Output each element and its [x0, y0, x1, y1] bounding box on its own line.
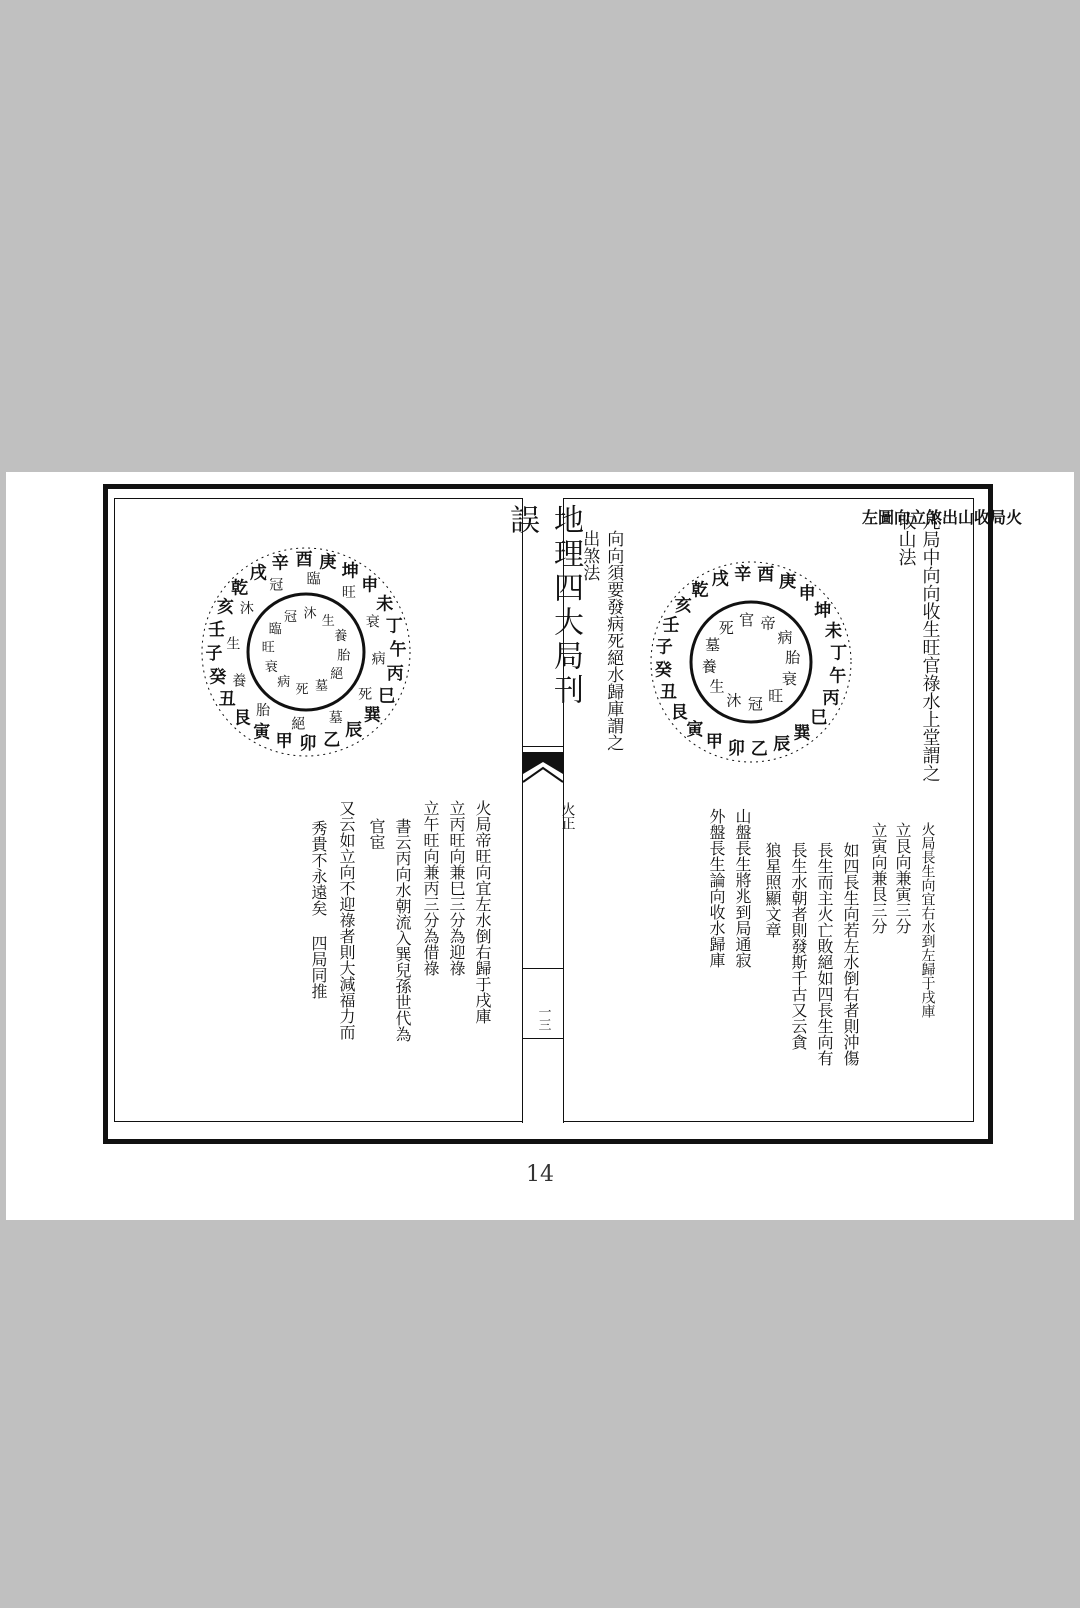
stage-label: 冠: [269, 577, 284, 594]
page-number: 14: [526, 1162, 554, 1187]
inner-stage-label: 墓: [314, 679, 329, 695]
compass-direction-label: 未: [825, 621, 842, 642]
compass-direction-label: 丁: [830, 643, 848, 664]
stage-label: 衰: [781, 670, 797, 689]
side-text-2: 出煞法: [579, 530, 600, 581]
compass-direction-label: 甲: [275, 731, 293, 752]
compass-direction-label: 乾: [231, 578, 249, 599]
compass-direction-label: 壬: [208, 620, 226, 641]
book-title: 地理四大局刊誤: [504, 504, 583, 708]
body-line: 秀貴不永遠矣 四局同推: [309, 820, 328, 999]
compass-direction-label: 亥: [674, 595, 692, 616]
stage-label: 衰: [365, 614, 380, 631]
stage-label: 臨: [306, 571, 321, 588]
stage-label: 養: [232, 673, 247, 690]
compass-direction-label: 乙: [750, 739, 768, 760]
body-line: 長生水朝者則發斯千古又云貪: [789, 842, 808, 1050]
body-line: 火局長生向宜右水到左歸于戌庫: [919, 822, 936, 1018]
compass-direction-label: 午: [829, 666, 847, 687]
stage-label: 死: [358, 686, 373, 703]
stage-label: 沐: [726, 691, 742, 710]
compass-direction-label: 巳: [378, 686, 396, 707]
compass-direction-label: 寅: [253, 722, 271, 743]
body-line: 火局帝旺向宜左水倒右歸于戌庫: [473, 800, 492, 1024]
inner-stage-label: 生: [321, 613, 335, 629]
inner-stage-label: 冠: [283, 609, 298, 625]
diagram-caption: 火局收山出煞立向圖左: [862, 508, 1023, 527]
stage-label: 胎: [256, 703, 271, 720]
compass-direction-label: 戌: [711, 569, 729, 590]
compass-direction-label: 艮: [670, 703, 688, 723]
inner-stage-label: 胎: [337, 648, 351, 664]
compass-direction-label: 丑: [218, 689, 236, 710]
compass-direction-label: 戌: [249, 563, 267, 584]
compass-direction-label: 申: [798, 584, 816, 605]
scanned-page: [6, 472, 1074, 1220]
inner-stage-label: 衰: [264, 660, 278, 675]
header-text-2: 收山法: [895, 512, 917, 566]
compass-direction-label: 壬: [662, 615, 680, 636]
stage-label: 旺: [768, 687, 784, 705]
compass-direction-label: 艮: [233, 708, 251, 729]
inner-stage-label: 絕: [330, 666, 344, 682]
compass-direction-label: 子: [655, 637, 673, 658]
compass-direction-label: 丙: [386, 663, 404, 684]
compass-direction-label: 辛: [734, 564, 752, 585]
body-line: 外盤長生論向收水歸庫: [707, 808, 726, 968]
body-line: 書云丙向水朝流入巽兒孫世代為: [393, 818, 412, 1042]
compass-direction-label: 未: [376, 594, 394, 615]
compass-direction-label: 申: [361, 575, 379, 596]
compass-direction-label: 辰: [345, 720, 363, 741]
compass-direction-label: 乙: [323, 730, 341, 751]
inner-stage-label: 旺: [261, 640, 275, 656]
compass-direction-label: 丁: [385, 616, 403, 637]
compass-direction-label: 庚: [779, 572, 797, 592]
stage-label: 死: [718, 619, 734, 637]
compass-direction-label: 巽: [363, 705, 381, 726]
stage-label: 旺: [341, 584, 356, 601]
compass-direction-label: 乾: [691, 580, 709, 601]
stage-label: 官: [739, 611, 755, 630]
body-line: 如四長生向若左水倒右者則沖傷: [841, 842, 860, 1066]
stage-label: 絕: [291, 716, 306, 733]
compass-direction-label: 卯: [299, 734, 317, 754]
stage-label: 墓: [705, 635, 721, 654]
fire-bureau-diagram-right: [626, 532, 876, 782]
inner-stage-label: 沐: [303, 606, 317, 622]
compass-direction-label: 巳: [810, 708, 828, 729]
compass-direction-label: 子: [205, 643, 223, 664]
compass-direction-label: 酉: [757, 565, 775, 586]
header-text: 凡局中向向收生旺官祿水上堂謂之: [919, 512, 941, 782]
compass-direction-label: 丙: [822, 688, 840, 709]
body-line: 立午旺向兼丙三分為借祿: [421, 800, 440, 976]
stage-label: 生: [709, 677, 725, 696]
body-line: 山盤長生將兆到局通寂: [733, 808, 752, 968]
gutter-divider: [523, 1038, 563, 1039]
gutter-divider: [523, 968, 563, 969]
folio-number: 一三: [535, 1005, 551, 1031]
compass-direction-label: 癸: [209, 667, 227, 688]
body-line: 官宦: [367, 818, 386, 850]
inner-stage-label: 死: [295, 682, 309, 698]
fire-bureau-diagram-left: [176, 520, 436, 780]
stage-label: 沐: [239, 601, 254, 618]
body-line: 立丙旺向兼巳三分為迎祿: [447, 800, 466, 976]
stage-label: 病: [777, 628, 793, 647]
body-line: 狼星照顯文章: [763, 842, 782, 938]
side-text: 向向須要發病死絕水歸庫謂之: [603, 530, 624, 751]
compass-direction-label: 辰: [773, 734, 791, 755]
compass-direction-label: 庚: [319, 552, 337, 573]
compass-direction-label: 午: [389, 640, 407, 661]
compass-direction-label: 寅: [686, 719, 704, 740]
stage-label: 養: [701, 657, 717, 676]
inner-stage-label: 病: [277, 675, 291, 691]
compass-direction-label: 巽: [793, 723, 811, 744]
compass-direction-label: 丑: [660, 682, 677, 703]
compass-direction-label: 甲: [705, 732, 723, 752]
fishtail-mark: [523, 752, 563, 804]
compass-direction-label: 酉: [295, 550, 313, 570]
compass-direction-label: 坤: [341, 561, 359, 582]
gutter-divider: [523, 746, 563, 747]
compass-direction-label: 亥: [216, 597, 234, 618]
compass-direction-label: 癸: [654, 660, 672, 681]
stage-label: 病: [371, 651, 386, 668]
compass-direction-label: 辛: [271, 553, 289, 574]
body-line: 立寅向兼艮三分: [869, 822, 888, 934]
stage-label: 胎: [785, 648, 801, 667]
margin-note: 火正: [559, 802, 576, 830]
stage-label: 墓: [328, 710, 343, 727]
stage-label: 生: [226, 636, 241, 653]
body-line: 長生而主火亡敗絕如四長生向有: [815, 842, 834, 1066]
inner-stage-label: 臨: [268, 622, 282, 638]
body-line: 又云如立向不迎祿者則大減福力而: [337, 800, 356, 1040]
stage-label: 冠: [747, 694, 763, 713]
inner-stage-label: 養: [334, 629, 348, 644]
stage-label: 帝: [760, 614, 776, 633]
body-line: 立艮向兼寅三分: [893, 822, 912, 934]
compass-direction-label: 坤: [814, 601, 832, 621]
compass-direction-label: 卯: [727, 738, 745, 759]
